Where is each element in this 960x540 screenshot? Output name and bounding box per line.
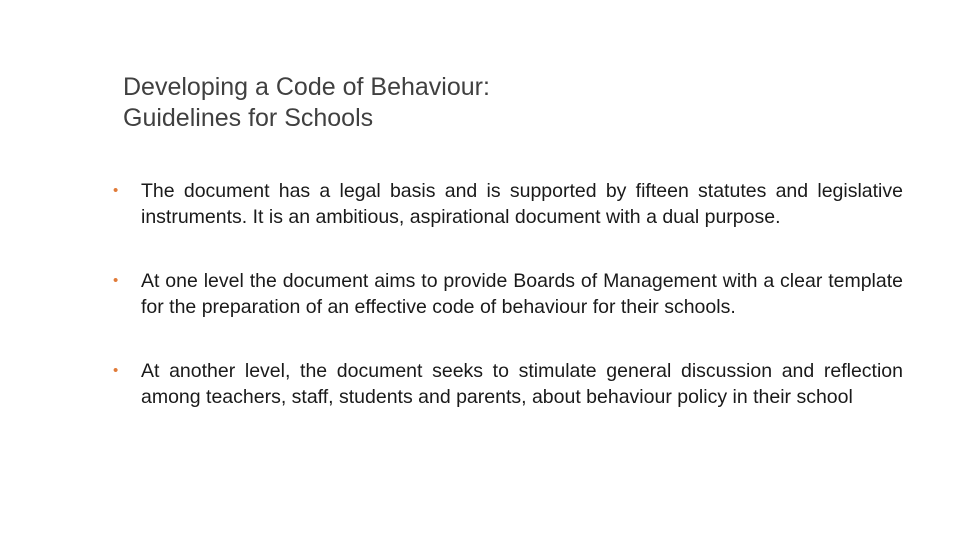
bullet-text: At another level, the document seeks to stimulate general discussion and reflection among teachers, staff, students and parents, about behaviour policy in their school	[141, 360, 903, 408]
bullet-dot-icon: •	[113, 362, 119, 379]
bullet-list	[113, 178, 903, 410]
bullet-dot-icon: •	[113, 182, 119, 199]
bullet-item-2	[113, 268, 903, 320]
bullet-dot-icon: •	[113, 272, 119, 289]
bullet-item-3	[113, 358, 903, 410]
slide-title	[123, 72, 743, 134]
bullet-text: The document has a legal basis and is supported by fifteen statutes and legislative instruments. It is an ambitious, aspirational document with a dual purpose.	[141, 180, 903, 228]
bullet-text: At one level the document aims to provide Boards of Management with a clear template for the preparation of an effective code of behaviour for their schools.	[141, 270, 903, 318]
bullet-item-1	[113, 178, 903, 230]
title-line-1: Developing a Code of Behaviour:	[123, 72, 490, 101]
title-line-2: Guidelines for Schools	[123, 103, 374, 132]
